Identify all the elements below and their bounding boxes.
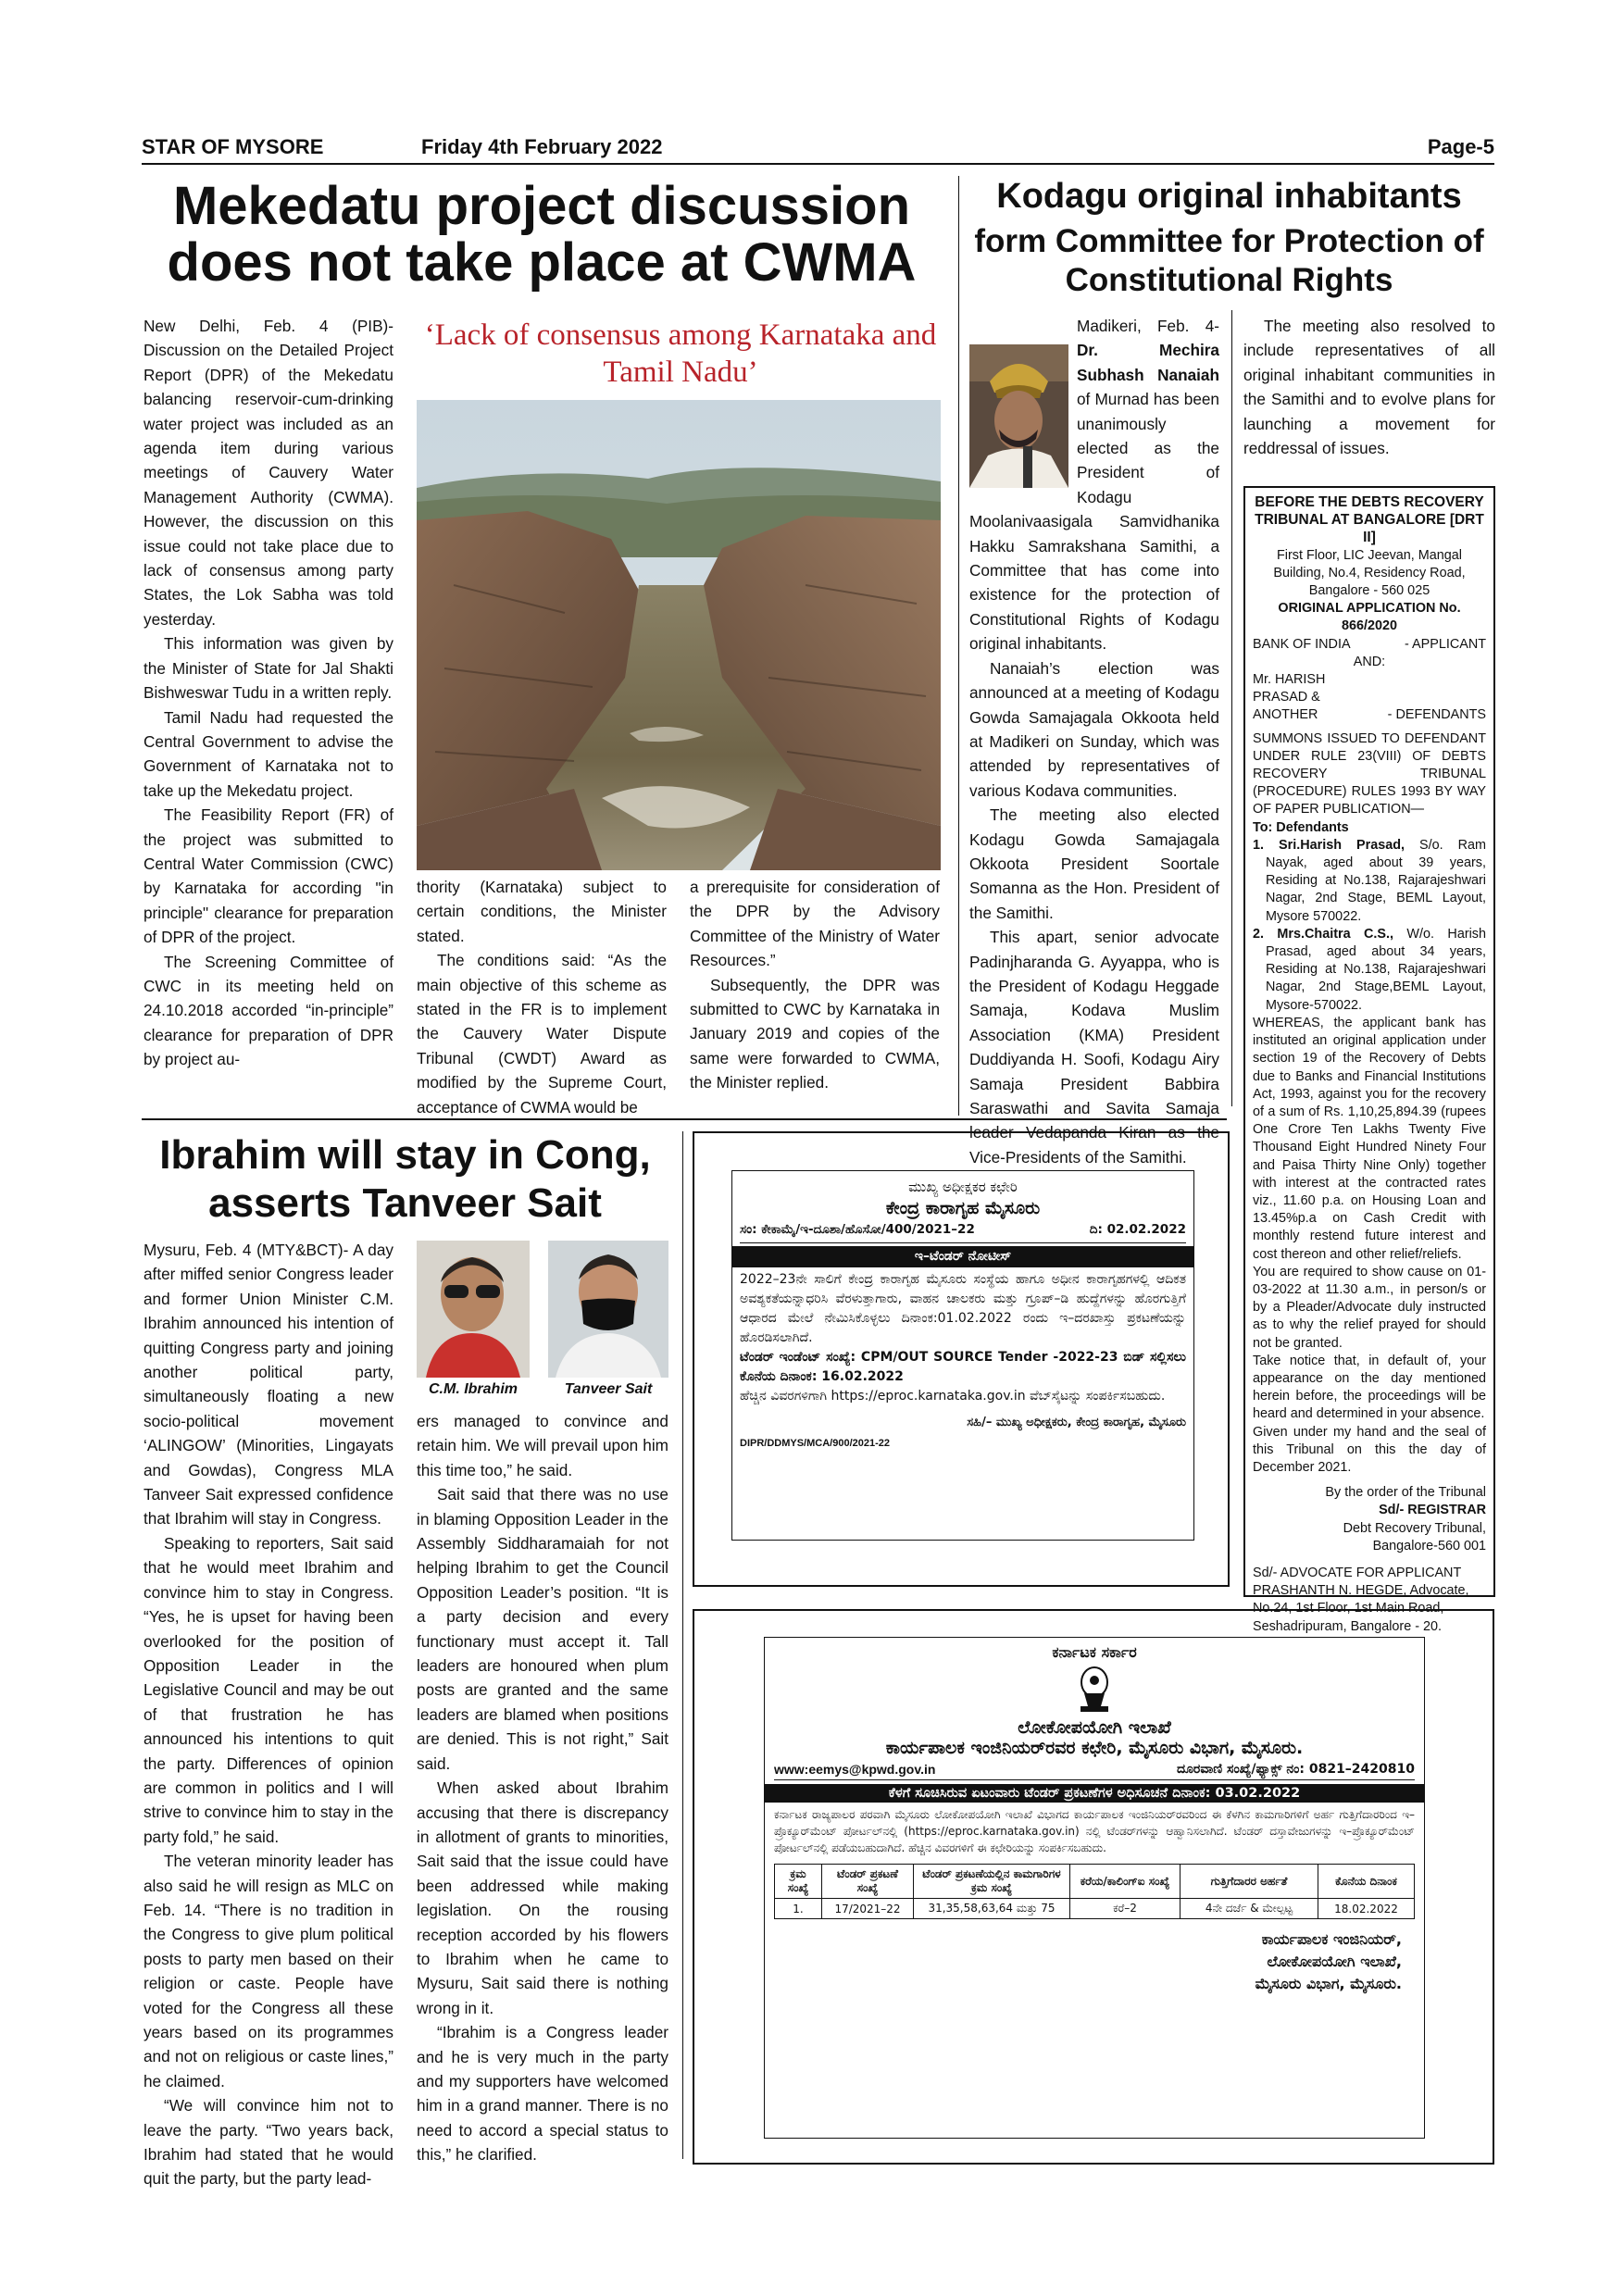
- paragraph: New Delhi, Feb. 4 (PIB)- Discussion on the Detailed Project Report (DPR) of the Mekedatu balancing reservoir-cum-drinking water project was included as an agenda item during various meetings of Cauvery Water Management Authority (CWMA). However, the discussion on this issue could not take place due to lack of consensus among party States, the Lok Sabha was told yesterday.: [144, 317, 394, 629]
- defendant-role: - DEFENDANTS: [1387, 707, 1486, 723]
- paragraph: Sait said that there was no use in blaming Opposition Leader in the Assembly Siddharamaiah for not helping Ibrahim to get the Council Opposition Leader’s position. “It is a party decision and every functionary must accept it. Tall leaders are honoured when plum posts are granted and the same leaders are blamed when positions are denied. This is not right,” Sait said.: [417, 1485, 668, 1773]
- issue-date: Friday 4th February 2022: [421, 135, 663, 158]
- summons-text: SUMMONS ISSUED TO DEFENDANT UNDER RULE 23(VIII) OF DEBTS RECOVERY TRIBUNAL (PROCEDURE) RULES 1993 BY WAY OF PAPER PUBLICATION—: [1253, 730, 1486, 817]
- defendant-1-details: S/o. Ram Nayak, aged about 39 years, Residing at No.138, Rajarajeshwari Nagar, 2nd Stage, BEML Layout, Mysore 570022.: [1266, 837, 1487, 924]
- signature-line: ಕಾರ್ಯಪಾಲಕ ಇಂಜಿನಿಯರ್,: [1261, 1930, 1402, 1948]
- drt-title: TRIBUNAL AT BANGALORE [DRT II]: [1255, 512, 1484, 546]
- government-title: ಕರ್ನಾಟಕ ಸರ್ಕಾರ: [1052, 1643, 1137, 1661]
- table-header-cell: ಟೆಂಡರ್ ಪ್ರಕಟಣೆಯಲ್ಲಿನ ಕಾಮಗಾರಿಗಳ ಕ್ರಮ ಸಂಖ್ಯೆ: [914, 1865, 1070, 1899]
- kodagu-subheadline: form Committee for Protection of Constitutional Rights: [974, 223, 1484, 298]
- prison-ref-number: ಸಂ: ಕೇಕಾಮೈ/ಇ-ದೂಶಾ/ಹೊಸೋ/400/2021–22: [740, 1222, 975, 1237]
- registrar-office: Debt Recovery Tribunal, Bangalore-560 001: [1343, 1520, 1486, 1554]
- defendant-2-name: 2. Mrs.Chaitra C.S.,: [1253, 926, 1393, 942]
- prison-name: ಕೇಂದ್ರ ಕಾರಾಗೃಹ ಮೈಸೂರು: [885, 1198, 1041, 1218]
- karnataka-emblem-icon: [774, 1666, 1415, 1714]
- column-rule: [682, 1131, 683, 2159]
- table-cell: 1.: [775, 1899, 822, 1919]
- dipr-code: DIPR/DDMYS/MCA/900/2021-22: [740, 1438, 891, 1449]
- paragraph: ers managed to convince and retain him. We will prevail upon him this time too,” he said.: [417, 1412, 668, 1479]
- registrar: Sd/- REGISTRAR: [1379, 1503, 1486, 1518]
- pwd-tender-ad: [693, 1609, 1494, 2165]
- table-header-cell: ಗುತ್ತಿಗೆದಾರರ ಅರ್ಹತೆ: [1181, 1865, 1318, 1899]
- pwd-signature: [774, 1928, 1415, 1995]
- paragraph: This apart, senior advocate Padinjharanda G. Ayyappa, who is the President of Kodagu Heggade Samaja, Kodava Muslim Association (KMA) President Duddiyanda H. Soofi, Kodagu Airy Samaja President Babbira Saraswathi and Savita Samaja leader Vedapanda Kiran as the Vice-Presidents of the Samithi.: [969, 928, 1219, 1167]
- paragraph: The conditions said: “As the main objective of this scheme as stated in the FR is to implement the Cauvery Water Dispute Tribunal (CWDT) Award as modified by the Supreme Court, acceptance of CWMA would be: [417, 951, 667, 1117]
- table-cell: 18.02.2022: [1318, 1899, 1415, 1919]
- ibrahim-col1: [144, 1238, 394, 2191]
- paragraph: thority (Karnataka) subject to certain conditions, the Minister stated.: [417, 878, 667, 945]
- paragraph: When asked about Ibrahim accusing that there is discrepancy in allotment of grants to minorities, Sait said that the issue could have been addressed while making legislation. On the rousing reception accorded by his flowers to Ibrahim when he came to Mysuru, Sait said there is nothing wrong in it.: [417, 1778, 668, 2017]
- defendant-1-name: 1. Sri.Harish Prasad,: [1253, 837, 1405, 853]
- table-header-cell: ಕರೆಯ/ಕಾಲಿಂಗ್‌ಐ ಸಂಖ್ಯೆ: [1070, 1865, 1181, 1899]
- and-text: AND:: [1353, 654, 1386, 669]
- ibrahim-headline: Ibrahim will stay in Cong, asserts Tanveer Sait: [159, 1132, 651, 1226]
- table-header-cell: ಟೆಂಡರ್ ಪ್ರಕಟಣೆ ಸಂಖ್ಯೆ: [822, 1865, 914, 1899]
- prison-tender-inner: [731, 1170, 1194, 1541]
- advocate-details: Sd/- ADVOCATE FOR APPLICANT PRASHANTH N. HEGDE, Advocate, No.24, 1st Floor, 1st Main Road, Seshadripuram, Bangalore - 20.: [1253, 1565, 1469, 1634]
- paragraph: “We will convince him not to leave the party. “Two years back, Ibrahim had stated that he would quit the party, but the party lead-: [144, 2096, 394, 2189]
- ibrahim-col2: [417, 1409, 668, 2167]
- office-phone: ದೂರವಾಣಿ ಸಂಖ್ಯೆ/ಫ್ಯಾಕ್ಸ್ ನಂ: 0821–2420810: [1176, 1762, 1415, 1777]
- kodagu-col1: [969, 314, 1219, 1169]
- kodagu-col2: [1243, 314, 1495, 460]
- prison-date: ದಿ: 02.02.2022: [1089, 1222, 1186, 1237]
- paragraph: a prerequisite for consideration of the DPR by the Advisory Committee of the Ministry of Water Resources.”: [690, 878, 940, 970]
- applicant: BANK OF INDIA: [1253, 636, 1351, 652]
- mekedatu-col2: [417, 875, 667, 1119]
- whereas-text: WHEREAS, the applicant bank has instituted an original application under section 19 of the Recovery of Debts due to Banks and Financial Institutions Act, 1993, against you for the recovery of a sum of Rs. 1,10,25,894.39 (rupees One Crore Ten Lakhs Twenty Five Thousand Eight Hundred Ninety Four and Paisa Thirty Nine Only) together with interest at the contracted rates viz., 11.60 p.a. on Housing Loan and 13.45%p.a on Cash Credit with monthly restend future interest and cost thereon and other relief/reliefs.: [1253, 1015, 1486, 1262]
- paragraph: The veteran minority leader has also said he will resign as MLC on Feb. 14. “There is no tradition in the Congress to give plum political posts to party men based on their religion or caste. People have voted for the Congress all these years based on its programmes and not on religious or caste lines,” he claimed.: [144, 1852, 394, 2090]
- paragraph: The Feasibility Report (FR) of the project was submitted to Central Water Commission (CWC) by Karnataka for according "in principle" clearance for preparation of DPR of the project.: [144, 805, 394, 947]
- paragraph: Tamil Nadu had requested the Central Government to advise the Government of Karnataka not to take up the Mekedatu project.: [144, 707, 394, 800]
- kodagu-headline: Kodagu original inhabitants: [996, 177, 1462, 216]
- cm-ibrahim-caption: C.M. Ibrahim: [428, 1381, 518, 1397]
- prison-signature: ಸಹಿ/– ಮುಖ್ಯ ಅಧೀಕ್ಷಕರು, ಕೇಂದ್ರ ಕಾರಾಗೃಹ, ಮೈಸೂರು: [967, 1416, 1186, 1429]
- table-cell: ಕರೆ–2: [1070, 1899, 1181, 1919]
- office-name: ಕಾರ್ಯಪಾಲಕ ಇಂಜಿನಿಯರ್‌ರವರ ಕಛೇರಿ, ಮೈಸೂರು ವಿಭಾಗ, ಮೈಸೂರು.: [885, 1738, 1304, 1758]
- paragraph: Nanaiah’s election was announced at a meeting of Kodagu Gowda Samajagala Okkoota held at Madikeri on Sunday, which was attended by representatives of various Kodava communities.: [969, 658, 1219, 800]
- tanveer-sait-photo: [548, 1241, 668, 1378]
- paragraph: “Ibrahim is a Congress leader and he is very much in the party and my supporters have welcomed him in a grand manner. There is no need to accord a special status to this,” he clarified.: [417, 2023, 668, 2165]
- page-number: Page-5: [1427, 135, 1494, 158]
- mekedatu-col1: [144, 314, 394, 1072]
- signature-line: ಮೈಸೂರು ವಿಭಾಗ, ಮೈಸೂರು.: [1255, 1975, 1402, 1992]
- office-email: www:eemys@kpwd.gov.in: [774, 1762, 936, 1777]
- section-rule: [142, 1118, 1227, 1120]
- applicant-role: - APPLICANT: [1405, 636, 1486, 652]
- table-row: [775, 1899, 1415, 1919]
- drt-title: BEFORE THE DEBTS RECOVERY: [1255, 494, 1484, 510]
- more-details: ಹೆಚ್ಚಿನ ವಿವರಗಳಿಗಾಗಿ https://eproc.karnataka.gov.in ವೆಬ್‌ಸೈಟನ್ನು ಸಂಪರ್ಕಿಸಬಹುದು.: [740, 1389, 1166, 1404]
- table-header-row: [775, 1865, 1415, 1899]
- paragraph: Subsequently, the DPR was submitted to CWC by Karnataka in January 2019 and copies of the same were forwarded to CWMA, the Minister replied.: [690, 975, 940, 1092]
- column-rule: [1231, 310, 1232, 1106]
- paragraph: The meeting also elected Kodagu Gowda Samajagala Okkoota President Soortale Somanna as the Hon. President of the Samithi.: [969, 805, 1219, 922]
- table-cell: 31,35,58,63,64 ಮತ್ತು 75: [914, 1899, 1070, 1919]
- paragraph: The Screening Committee of CWC in its meeting held on 24.10.2018 accorded “in-principle” clearance for preparation of DPR by project au-: [144, 952, 394, 1069]
- tanveer-sait-caption: Tanveer Sait: [564, 1381, 653, 1397]
- table-cell: 17/2021–22: [822, 1899, 914, 1919]
- order-text: By the order of the Tribunal: [1325, 1485, 1486, 1501]
- pwd-tender-inner: [764, 1637, 1425, 2139]
- paragraph: This information was given by the Minister of State for Jal Shakti Bishweswar Tudu in a written reply.: [144, 634, 394, 703]
- show-cause-text: You are required to show cause on 01-03-2022 at 11.30 a.m., in person/s or by a Pleader/Advocate duly instructed as to why the relief prayed for should not be granted.: [1253, 1264, 1486, 1351]
- paragraph: The meeting also resolved to include representatives of all original inhabitant communities in the Samithi and to evolve plans for launching a movement for reddressal of issues.: [1243, 317, 1495, 458]
- table-cell: 4ನೇ ದರ್ಜೆ & ಮೇಲ್ಪಟ್ಟ: [1181, 1899, 1318, 1919]
- masthead-rule: [142, 163, 1494, 165]
- drt-application-number: ORIGINAL APPLICATION No. 866/2020: [1278, 601, 1461, 634]
- person-name: Dr. Mechira Subhash Nanaiah: [1077, 341, 1219, 384]
- signature-line: ಲೋಕೋಪಯೋಗಿ ಇಲಾಖೆ,: [1267, 1953, 1402, 1970]
- drt-summons-notice: [1243, 486, 1495, 1634]
- e-tender-notice-title: ಇ–ಟೆಂಡರ್ ನೋಟೀಸ್: [732, 1246, 1193, 1267]
- defendant: Mr. HARISH PRASAD & ANOTHER: [1253, 672, 1326, 723]
- table-header-cell: ಕೊನೆಯ ದಿನಾಂಕ: [1318, 1865, 1415, 1899]
- notification-banner: ಕೆಳಗೆ ಸೂಚಿಸಿರುವ ಏಟಂವಾರು ಟೆಂಡರ್ ಪ್ರಕಟಣೆಗಳ ಅಧಿಸೂಚನೆ ದಿನಾಂಕ: 03.02.2022: [765, 1784, 1424, 1803]
- paper-name: STAR OF MYSORE: [142, 135, 324, 158]
- mekedatu-headline: Mekedatu project discussion does not take place at CWMA: [167, 176, 917, 293]
- table-header-cell: ಕ್ರಮ ಸಂಖ್ಯೆ: [775, 1865, 822, 1899]
- tender-table: [774, 1864, 1415, 1919]
- given-text: Given under my hand and the seal of this Tribunal on this the day of December 2021.: [1253, 1424, 1486, 1475]
- defendant-2-details: W/o. Harish Prasad, aged about 34 years, Residing at No.138, Rajarajeshwari Nagar, 2nd Stage,BEML Layout, Mysore-570022.: [1266, 926, 1487, 1013]
- tender-indent: ಟೆಂಡರ್ ಇಂಡೆಂಟ್ ಸಂಖ್ಯೆ: CPM/OUT SOURCE Tender -2022-23 ಬಿಡ್ ಸಲ್ಲಿಸಲು ಕೊನೆಯ ದಿನಾಂಕ: 16.02.2022: [740, 1350, 1186, 1384]
- prison-body: 2022–23ನೇ ಸಾಲಿಗೆ ಕೇಂದ್ರ ಕಾರಾಗೃಹ ಮೈಸೂರು ಸಂಸ್ಥೆಯ ಹಾಗೂ ಅಧೀನ ಕಾರಾಗೃಹಗಳಲ್ಲಿ ಆದಿಕತ ಅವಶ್ಯಕತೆಯನ್ನಾಧರಿಸಿ ವೆರಳುತ್ತಾಗಾರು, ವಾಹನ ಚಾಲಕರು ಮತ್ತು ಗ್ರೂಪ್–ಡಿ ಹುದ್ದೆಗಳನ್ನು ಹೊರಗುತ್ತಿಗೆ ಆಧಾರದ ಮೇಲೆ ನೇಮಿಸಿಕೊಳ್ಳಲು ದಿನಾಂಕ:01.02.2022 ರಂದು ಇ–ದರಖಾಸ್ತು ಪ್ರಕಟಣೆಯನ್ನು ಹೊರಡಿಸಲಾಗಿದೆ.: [740, 1272, 1186, 1345]
- mekedatu-subheadline: ‘Lack of consensus among Karnataka and Tamil Nadu’: [424, 318, 937, 389]
- notice-text: Take notice that, in default of, your appearance on the day mentioned herein before, the proceedings will be heard and determined in your absence.: [1253, 1353, 1486, 1422]
- paragraph: Mysuru, Feb. 4 (MTY&BCT)- A day after miffed senior Congress leader and former Union Minister C.M. Ibrahim announced his intention of quitting Congress party and joining another political party, simultaneously floating a new socio-political movement ‘ALINGOW’ (Minorities, Lingayats and Gowdas), Congress MLA Tanveer Sait expressed confidence that Ibrahim will stay in Congress.: [144, 1241, 394, 1529]
- prison-office: ಮುಖ್ಯ ಅಧೀಕ್ಷಕರ ಕಛೇರಿ: [908, 1179, 1018, 1195]
- lead-text: of Murnad has been unanimously elected as the President of Kodagu Moolanivaasigala Samvidhanika Hakku Samrakshana Samithi, a Committee that has come into existence for the protection of Constitutional Rights of Kodagu original inhabitants.: [969, 390, 1219, 654]
- mekedatu-col3: [690, 875, 940, 1095]
- column-rule: [958, 176, 959, 1116]
- cm-ibrahim-photo: [417, 1241, 530, 1378]
- drt-address: First Floor, LIC Jeevan, Mangal Building, No.4, Residency Road, Bangalore - 560 025: [1273, 547, 1466, 599]
- photo-spacer: [969, 314, 1077, 488]
- pwd-body: ಕರ್ನಾಟಕ ರಾಜ್ಯಪಾಲರ ಪರವಾಗಿ ಮೈಸೂರು ಲೋಕೋಪಯೋಗಿ ಇಲಾಖೆ ವಿಭಾಗದ ಕಾರ್ಯಪಾಲಕ ಇಂಜಿನಿಯರ್‌ರವರಿಂದ ಈ ಕೆಳಗಿನ ಕಾಮಗಾರಿಗಳಿಗೆ ಅರ್ಹ ಗುತ್ತಿಗೆದಾರರಿಂದ ಇ–ಪ್ರೊಕ್ಯೂರ್‌ಮೆಂಟ್ ಪೋರ್ಟಲ್‌ನಲ್ಲಿ (https://eproc.karnataka.gov.in) ನಲ್ಲಿ ಟೆಂಡರ್‌ಗಳನ್ನು ಆಹ್ವಾನಿಸಲಾಗಿದೆ. ಟೆಂಡರ್ ದಸ್ತಾವೇಜುಗಳನ್ನು ಇ–ಪ್ರೊಕ್ಯೂರ್‌ಮೆಂಟ್ ಪೋರ್ಟಲ್‌ನಲ್ಲಿ ಪಡೆಯಬಹುದಾಗಿದೆ. ಹೆಚ್ಚಿನ ವಿವರಗಳಿಗೆ ಈ ಕಛೇರಿಯನ್ನು ಸಂಪರ್ಕಿಸಬಹುದು.: [774, 1808, 1415, 1854]
- kodagu-lead: [969, 314, 1219, 656]
- mekedatu-river-photo: [417, 400, 941, 870]
- to-defendants: To: Defendants: [1253, 819, 1349, 835]
- prison-tender-ad: [693, 1131, 1230, 1587]
- paragraph: Speaking to reporters, Sait said that he would meet Ibrahim and convince him to stay in Congress. “Yes, he is upset for having been overlooked for the position of Opposition Leader in the Legislative Council and may be out of that frustration he has announced his intentions to quit the party. Differences of opinion are common in politics and I will strive to convince him to stay in the party fold,” he said.: [144, 1533, 394, 1846]
- dateline: Madikeri, Feb. 4-: [1077, 317, 1219, 335]
- department-name: ಲೋಕೋಪಯೋಗಿ ಇಲಾಖೆ: [1018, 1717, 1171, 1738]
